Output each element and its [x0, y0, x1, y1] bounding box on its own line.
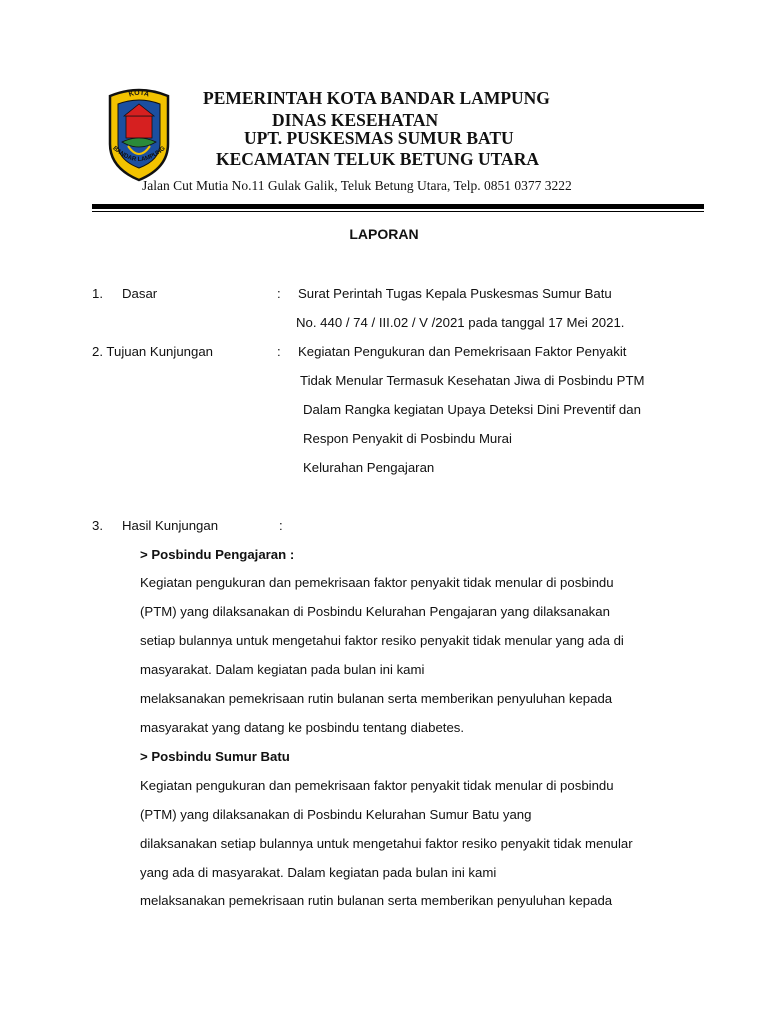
tujuan-line: Respon Penyakit di Posbindu Murai	[303, 431, 512, 446]
tujuan-line: Tidak Menular Termasuk Kesehatan Jiwa di Posbindu PTM	[300, 373, 645, 388]
sumur-batu-line: melaksanakan pemekrisaan rutin bulanan serta memberikan penyuluhan kepada	[140, 893, 613, 908]
letterhead-rule-thin	[92, 211, 704, 212]
section-heading-sumur-batu: > Posbindu Sumur Batu	[140, 749, 290, 764]
letterhead-rule-thick	[92, 204, 704, 209]
sumur-batu-line: dilaksanakan setiap bulannya untuk mengetahui faktor resiko penyakit tidak menular	[140, 836, 633, 851]
item-colon-dasar: :	[277, 286, 281, 301]
logo-top-text: KOTA	[128, 89, 150, 99]
pengajaran-line: melaksanakan pemekrisaan rutin bulanan serta memberikan penyuluhan kepada	[140, 691, 613, 706]
tujuan-line: Dalam Rangka kegiatan Upaya Deteksi Dini Preventif dan	[303, 402, 641, 417]
letterhead-government: PEMERINTAH KOTA BANDAR LAMPUNG	[203, 88, 550, 108]
city-seal-logo	[106, 82, 172, 182]
pengajaran-line: masyarakat. Dalam kegiatan pada bulan ini kami	[140, 662, 425, 677]
letterhead-department: DINAS KESEHATAN	[272, 110, 439, 130]
tujuan-line: Kegiatan Pengukuran dan Pemekrisaan Faktor Penyakit	[298, 344, 627, 359]
dasar-line: Surat Perintah Tugas Kepala Puskesmas Sumur Batu	[298, 286, 612, 301]
letterhead-address: Jalan Cut Mutia No.11 Gulak Galik, Teluk Betung Utara, Telp. 0851 0377 3222	[142, 178, 572, 193]
sumur-batu-line: yang ada di masyarakat. Dalam kegiatan pada bulan ini kami	[140, 865, 497, 880]
item-label-hasil: Hasil Kunjungan	[122, 518, 219, 533]
sumur-batu-line: (PTM) yang dilaksanakan di Posbindu Kelurahan Sumur Batu yang	[140, 807, 532, 822]
tujuan-line: Kelurahan Pengajaran	[303, 460, 435, 475]
logo-bottom-text: BANDAR LAMPUNG	[111, 144, 167, 164]
pengajaran-line: (PTM) yang dilaksanakan di Posbindu Kelurahan Pengajaran yang dilaksanakan	[140, 604, 610, 619]
pengajaran-line: Kegiatan pengukuran dan pemekrisaan faktor penyakit tidak menular di posbindu	[140, 575, 614, 590]
item-colon-hasil: :	[279, 518, 283, 533]
pengajaran-line: setiap bulannya untuk mengetahui faktor resiko penyakit tidak menular yang ada di	[140, 633, 624, 648]
pengajaran-line: masyarakat yang datang ke posbindu tentang diabetes.	[140, 720, 465, 735]
item-label-tujuan: 2. Tujuan Kunjungan	[92, 344, 213, 359]
letterhead-puskesmas: UPT. PUSKESMAS SUMUR BATU	[244, 128, 514, 148]
item-colon-tujuan: :	[277, 344, 281, 359]
section-heading-pengajaran: > Posbindu Pengajaran :	[140, 547, 295, 562]
dasar-line: No. 440 / 74 / III.02 / V /2021 pada tanggal 17 Mei 2021.	[296, 315, 625, 330]
letterhead-kecamatan: KECAMATAN TELUK BETUNG UTARA	[216, 149, 539, 169]
item-number-dasar: 1.	[92, 286, 103, 301]
item-number-hasil: 3.	[92, 518, 103, 533]
document-title: LAPORAN	[349, 226, 419, 242]
sumur-batu-line: Kegiatan pengukuran dan pemekrisaan faktor penyakit tidak menular di posbindu	[140, 778, 614, 793]
item-label-dasar: Dasar	[122, 286, 158, 301]
